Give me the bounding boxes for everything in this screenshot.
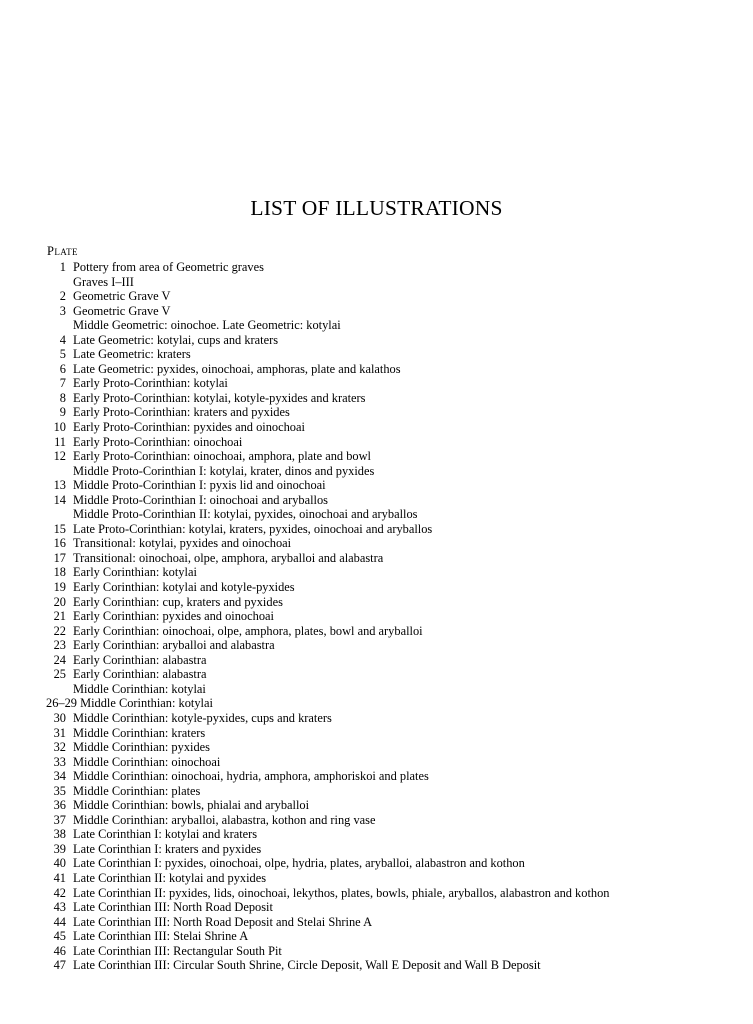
list-item — [46, 958, 736, 973]
plate-description: Early Proto-Corinthian: kotylai, kotyle-pyxides and kraters — [73, 390, 366, 405]
plate-number: 12 — [53, 449, 66, 464]
plate-number: 21 — [53, 609, 66, 624]
list-item — [46, 580, 736, 595]
plate-number: 23 — [53, 638, 66, 653]
list-item — [46, 362, 736, 377]
list-item — [46, 784, 736, 799]
list-item — [46, 260, 736, 275]
plate-description: Middle Proto-Corinthian II: kotylai, pyxides, oinochoai and aryballos — [73, 507, 418, 522]
plate-number: 1 — [59, 260, 66, 274]
plate-number: 16 — [53, 536, 66, 551]
plate-description: Geometric Grave V — [73, 303, 171, 318]
plate-number: 10 — [53, 420, 66, 435]
plate-description: Early Proto-Corinthian: oinochoai, amphora, plate and bowl — [73, 449, 371, 464]
plate-description: Late Corinthian II: kotylai and pyxides — [73, 870, 267, 885]
list-item — [46, 565, 736, 580]
list-item — [46, 929, 736, 944]
plate-description: Late Corinthian II: pyxides, lids, oinochoai, lekythos, plates, bowls, phiale, aryballos, alabastron and kothon — [73, 885, 610, 900]
plate-number: 19 — [53, 580, 66, 595]
list-item — [46, 769, 736, 784]
list-item — [46, 275, 736, 290]
plate-description: Middle Corinthian: kotyle-pyxides, cups and kraters — [73, 710, 332, 725]
plate-number: 3 — [59, 303, 66, 318]
plate-number: 6 — [59, 361, 66, 376]
list-item — [46, 726, 736, 741]
plate-number: 41 — [53, 870, 66, 885]
list-item — [46, 507, 736, 522]
list-item — [46, 886, 736, 901]
list-item — [46, 376, 736, 391]
plate-number: 30 — [53, 710, 66, 725]
plate-description: Early Proto-Corinthian: kraters and pyxides — [73, 405, 290, 420]
plate-number: 7 — [59, 376, 66, 391]
plate-description: Late Corinthian I: kotylai and kraters — [73, 827, 258, 842]
list-item — [46, 624, 736, 639]
plate-number: 9 — [59, 405, 66, 420]
plate-description: Transitional: kotylai, pyxides and oinochoai — [73, 536, 292, 551]
list-item — [46, 755, 736, 770]
plate-number: 35 — [53, 783, 66, 798]
list-item — [46, 289, 736, 304]
list-item — [46, 551, 736, 566]
list-item — [46, 915, 736, 930]
plate-description: Early Proto-Corinthian: pyxides and oinochoai — [73, 420, 305, 435]
plate-description: Middle Proto-Corinthian I: oinochoai and aryballos — [73, 492, 328, 507]
list-item — [46, 493, 736, 508]
plate-description: Pottery from area of Geometric graves — [73, 260, 264, 274]
plate-description: Middle Geometric: oinochoe. Late Geometric: kotylai — [73, 318, 341, 333]
list-item — [46, 900, 736, 915]
list-item — [46, 478, 736, 493]
plate-number: 13 — [53, 478, 66, 493]
list-item — [46, 667, 736, 682]
list-item — [46, 696, 736, 711]
plate-description: Middle Corinthian: oinochoai — [73, 754, 221, 769]
list-item — [46, 740, 736, 755]
plate-number: 31 — [53, 725, 66, 740]
plate-description: Late Corinthian I: pyxides, oinochoai, olpe, hydria, plates, aryballoi, alabastron and kothon — [73, 856, 525, 871]
illustrations-list — [46, 260, 736, 973]
plate-description: Geometric Grave V — [73, 289, 171, 304]
plate-description: Late Corinthian III: North Road Deposit — [73, 900, 273, 915]
plate-description: Middle Proto-Corinthian I: kotylai, krater, dinos and pyxides — [73, 463, 375, 478]
plate-number: 2 — [59, 289, 66, 304]
plate-description: Early Corinthian: oinochoai, olpe, amphora, plates, bowl and aryballoi — [73, 623, 423, 638]
plate-description: Middle Corinthian: aryballoi, alabastra, kothon and ring vase — [73, 812, 376, 827]
list-item — [46, 827, 736, 842]
list-item — [46, 813, 736, 828]
list-item — [46, 653, 736, 668]
plate-description: Late Corinthian III: North Road Deposit and Stelai Shrine A — [73, 914, 373, 929]
plate-description: Graves I–III — [73, 274, 134, 289]
plate-description: Late Geometric: kotylai, cups and kraters — [73, 332, 279, 347]
plate-description: Middle Corinthian: pyxides — [73, 740, 210, 755]
plate-number: 18 — [53, 565, 66, 580]
plate-number: 38 — [53, 827, 66, 842]
plate-description: 26–29 Middle Corinthian: kotylai — [46, 696, 213, 711]
list-item — [46, 609, 736, 624]
plate-number: 36 — [53, 798, 66, 813]
plate-description: Early Corinthian: kotylai — [73, 565, 197, 580]
plate-column-heading: Plate — [47, 244, 78, 258]
plate-description: Early Corinthian: aryballoi and alabastra — [73, 638, 275, 653]
plate-description: Late Proto-Corinthian: kotylai, kraters, pyxides, oinochoai and aryballos — [73, 521, 433, 536]
list-item — [46, 871, 736, 886]
list-item — [46, 842, 736, 857]
plate-number: 24 — [53, 652, 66, 667]
plate-number: 4 — [59, 332, 66, 347]
plate-number: 11 — [54, 434, 66, 449]
list-item — [46, 464, 736, 479]
list-item — [46, 856, 736, 871]
list-item — [46, 318, 736, 333]
plate-number: 40 — [53, 856, 66, 871]
plate-number: 44 — [53, 914, 66, 929]
list-item — [46, 420, 736, 435]
plate-description: Late Geometric: kraters — [73, 347, 191, 362]
plate-number: 42 — [53, 885, 66, 900]
list-item — [46, 711, 736, 726]
plate-number: 5 — [59, 347, 66, 362]
plate-number: 37 — [53, 812, 66, 827]
list-item — [46, 333, 736, 348]
plate-number: 47 — [53, 958, 66, 973]
list-item — [46, 944, 736, 959]
plate-description: Late Corinthian III: Circular South Shrine, Circle Deposit, Wall E Deposit and Wall B Deposit — [73, 958, 541, 973]
plate-number: 14 — [53, 492, 66, 507]
list-item — [46, 391, 736, 406]
plate-number: 17 — [53, 550, 66, 565]
plate-description: Early Corinthian: alabastra — [73, 667, 207, 682]
plate-number: 25 — [53, 667, 66, 682]
plate-description: Early Corinthian: alabastra — [73, 652, 207, 667]
plate-number: 20 — [53, 594, 66, 609]
plate-number: 46 — [53, 943, 66, 958]
list-item — [46, 682, 736, 697]
list-item — [46, 798, 736, 813]
plate-number: 15 — [53, 521, 66, 536]
plate-number: 22 — [53, 623, 66, 638]
plate-number: 45 — [53, 929, 66, 944]
plate-description: Transitional: oinochoai, olpe, amphora, aryballoi and alabastra — [73, 550, 384, 565]
list-item — [46, 522, 736, 537]
list-item — [46, 536, 736, 551]
plate-description: Middle Corinthian: plates — [73, 783, 201, 798]
list-item — [46, 595, 736, 610]
plate-description: Late Corinthian III: Stelai Shrine A — [73, 929, 249, 944]
plate-description: Middle Corinthian: bowls, phialai and aryballoi — [73, 798, 310, 813]
plate-description: Late Corinthian III: Rectangular South Pit — [73, 943, 282, 958]
plate-description: Early Corinthian: kotylai and kotyle-pyxides — [73, 580, 295, 595]
plate-number: 43 — [53, 900, 66, 915]
list-item — [46, 347, 736, 362]
list-item — [46, 435, 736, 450]
plate-description: Early Proto-Corinthian: oinochoai — [73, 434, 243, 449]
plate-description: Late Geometric: pyxides, oinochoai, amphoras, plate and kalathos — [73, 361, 401, 376]
plate-number: 33 — [53, 754, 66, 769]
plate-description: Middle Proto-Corinthian I: pyxis lid and oinochoai — [73, 478, 326, 493]
list-item — [46, 638, 736, 653]
plate-number: 32 — [53, 740, 66, 755]
list-item — [46, 405, 736, 420]
plate-description: Middle Corinthian: kraters — [73, 725, 206, 740]
plate-description: Early Proto-Corinthian: kotylai — [73, 376, 228, 391]
plate-description: Early Corinthian: cup, kraters and pyxides — [73, 594, 283, 609]
list-item — [46, 304, 736, 319]
plate-description: Late Corinthian I: kraters and pyxides — [73, 841, 262, 856]
plate-number: 34 — [53, 769, 66, 784]
page-title: LIST OF ILLUSTRATIONS — [250, 196, 503, 220]
plate-description: Middle Corinthian: kotylai — [73, 681, 206, 696]
list-item — [46, 449, 736, 464]
plate-number: 8 — [59, 390, 66, 405]
plate-description: Middle Corinthian: oinochoai, hydria, amphora, amphoriskoi and plates — [73, 769, 429, 784]
plate-description: Early Corinthian: pyxides and oinochoai — [73, 609, 274, 624]
plate-number: 39 — [53, 841, 66, 856]
